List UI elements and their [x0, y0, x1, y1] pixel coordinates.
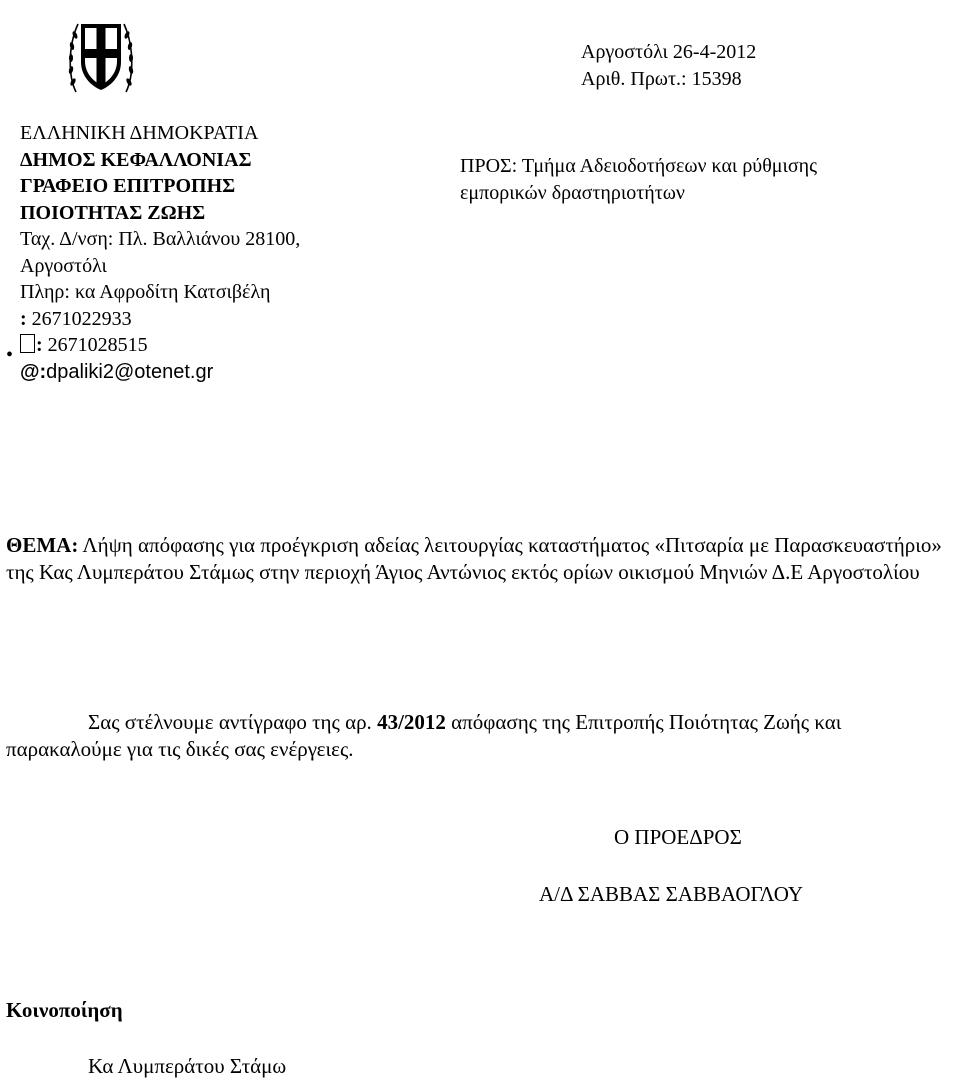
- body-text-after: απόφασης της Επιτροπής Ποιότητας Ζωής και παρακαλούμε για τις δικές σας ενέργειες.: [6, 710, 842, 761]
- subject-text: Λήψη απόφασης για προέγκριση αδείας λειτουργίας καταστήματος «Πιτσαρία με Παρασκευαστήριο» της Κας Λυμπεράτου Στάμως στην περιοχή Άγιος Αντώνιος εκτός ορίων οικισμού Μηνιών Δ.Ε Αργοστολίου: [6, 533, 942, 584]
- subject-label: ΘΕΜΑ:: [6, 533, 79, 557]
- email-label: @:: [20, 360, 47, 383]
- email-line: [20, 359, 300, 386]
- fax-icon: [20, 334, 35, 353]
- phone-icon: •: [6, 344, 14, 366]
- phone-line: [20, 306, 300, 333]
- country-name: ΕΛΛΗΝΙΚΗ ΔΗΜΟΚΡΑΤΙΑ: [20, 122, 259, 144]
- postal-city: Αργοστόλι: [20, 254, 107, 277]
- recipient-line-1: ΠΡΟΣ: Τμήμα Αδειοδοτήσεων και ρύθμισης: [460, 155, 818, 177]
- protocol-number: Αριθ. Πρωτ.: 15398: [581, 68, 742, 90]
- cc-recipient: Κα Λυμπεράτου Στάμω: [88, 1054, 287, 1078]
- fax-line: [20, 332, 300, 359]
- contact-person: Πληρ: κα Αφροδίτη Κατσιβέλη: [20, 281, 271, 303]
- postal-address: Ταχ. Δ/νση: Πλ. Βαλλιάνου 28100,: [20, 228, 301, 250]
- subject-paragraph: [6, 532, 956, 586]
- fax-number: 2671028515: [42, 334, 148, 356]
- date-line: Αργοστόλι 26-4-2012: [581, 41, 757, 63]
- cc-label: Κοινοποίηση: [6, 998, 123, 1022]
- fax-label: :: [36, 334, 43, 356]
- sender-block: [20, 120, 300, 385]
- committee-name: ΠΟΙΟΤΗΤΑΣ ΖΩΗΣ: [20, 201, 206, 224]
- recipient-line-2: εμπορικών δραστηριοτήτων: [460, 182, 685, 204]
- email-address[interactable]: dpaliki2@otenet.gr: [46, 360, 214, 383]
- signature-name: Α/Δ ΣΑΒΒΑΣ ΣΑΒΒΑΟΓΛΟΥ: [539, 882, 804, 906]
- phone-number: 2671022933: [26, 307, 132, 330]
- phone-label: :: [20, 307, 27, 330]
- body-text-before: Σας στέλνουμε αντίγραφο της αρ.: [88, 710, 378, 734]
- municipality-name: ΔΗΜΟΣ ΚΕΦΑΛΛΟΝΙΑΣ: [20, 148, 252, 171]
- office-name: ΓΡΑΦΕΙΟ ΕΠΙΤΡΟΠΗΣ: [20, 175, 236, 197]
- signature-title: Ο ΠΡΟΕΔΡΟΣ: [614, 825, 742, 849]
- decision-number: 43/2012: [377, 710, 446, 734]
- greek-coat-of-arms-icon: [66, 14, 136, 98]
- body-paragraph: [6, 709, 956, 763]
